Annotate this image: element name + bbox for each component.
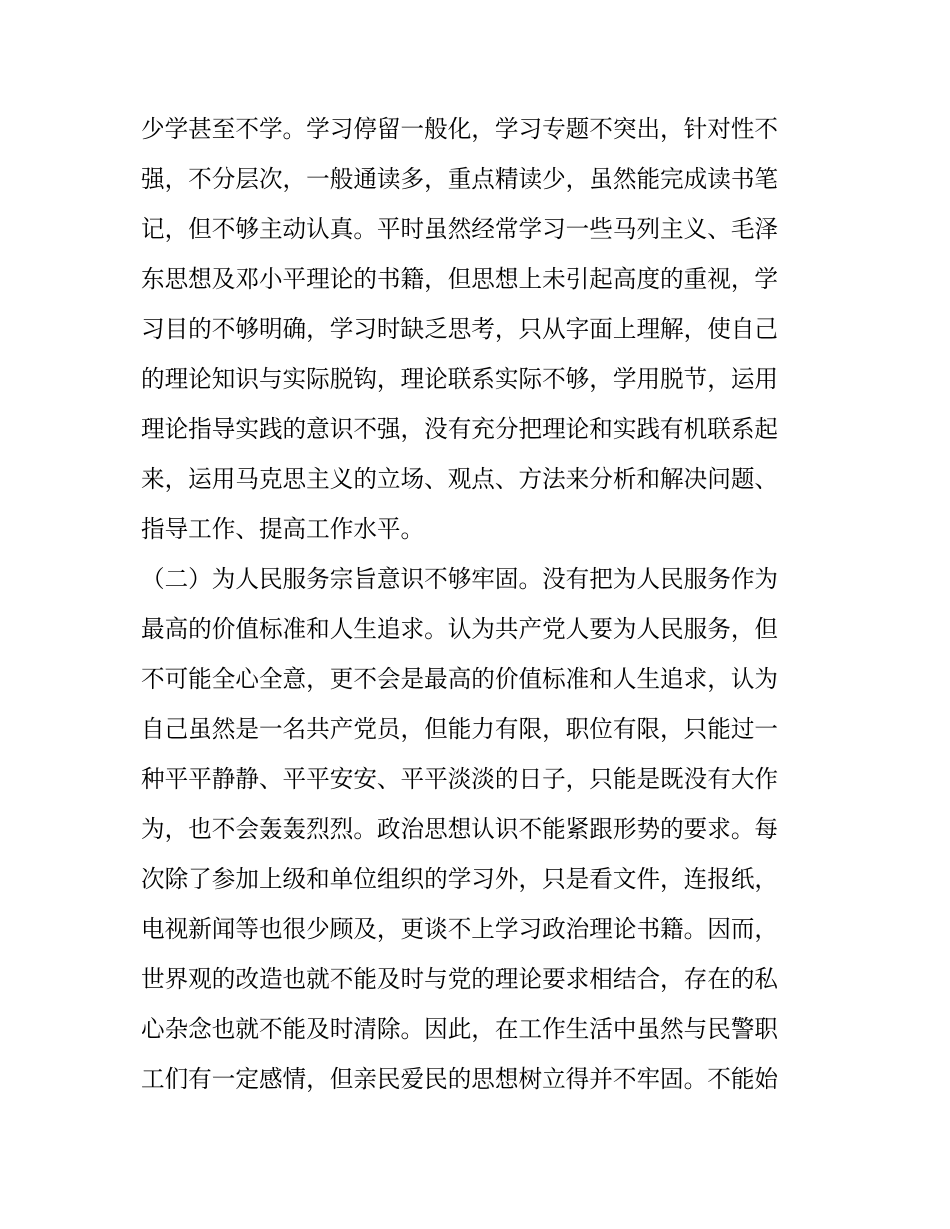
- text-line: 习目的不够明确，学习时缺乏思考，只从字面上理解，使自己: [141, 315, 779, 343]
- section-heading-line: （二）为人民服务宗旨意识不够牢固。没有把为人民服务作为: [141, 565, 779, 593]
- text-line: 来，运用马克思主义的立场、观点、方法来分析和解决问题、: [141, 465, 779, 493]
- text-line: 的理论知识与实际脱钩，理论联系实际不够，学用脱节，运用: [141, 365, 779, 393]
- text-line: 世界观的改造也就不能及时与党的理论要求相结合，存在的私: [141, 965, 779, 993]
- text-line: 心杂念也就不能及时清除。因此，在工作生活中虽然与民警职: [141, 1015, 779, 1043]
- text-line: 少学甚至不学。学习停留一般化，学习专题不突出，针对性不: [141, 115, 779, 143]
- text-line: 为，也不会轰轰烈烈。政治思想认识不能紧跟形势的要求。每: [141, 815, 779, 843]
- text-line: 工们有一定感情，但亲民爱民的思想树立得并不牢固。不能始: [141, 1065, 779, 1093]
- text-line: 电视新闻等也很少顾及，更谈不上学习政治理论书籍。因而，: [141, 915, 779, 943]
- text-line: 理论指导实践的意识不强，没有充分把理论和实践有机联系起: [141, 415, 779, 443]
- text-line: 记，但不够主动认真。平时虽然经常学习一些马列主义、毛泽: [141, 215, 779, 243]
- text-line: 指导工作、提高工作水平。: [141, 515, 425, 543]
- text-line: 种平平静静、平平安安、平平淡淡的日子，只能是既没有大作: [141, 765, 779, 793]
- text-line: 东思想及邓小平理论的书籍，但思想上未引起高度的重视，学: [141, 265, 779, 293]
- text-line: 最高的价值标准和人生追求。认为共产党人要为人民服务，但: [141, 615, 779, 643]
- text-line: 强，不分层次，一般通读多，重点精读少，虽然能完成读书笔: [141, 165, 779, 193]
- text-line: 不可能全心全意，更不会是最高的价值标准和人生追求，认为: [141, 665, 779, 693]
- text-line: 自己虽然是一名共产党员，但能力有限，职位有限，只能过一: [141, 715, 779, 743]
- text-line: 次除了参加上级和单位组织的学习外，只是看文件，连报纸，: [141, 865, 779, 893]
